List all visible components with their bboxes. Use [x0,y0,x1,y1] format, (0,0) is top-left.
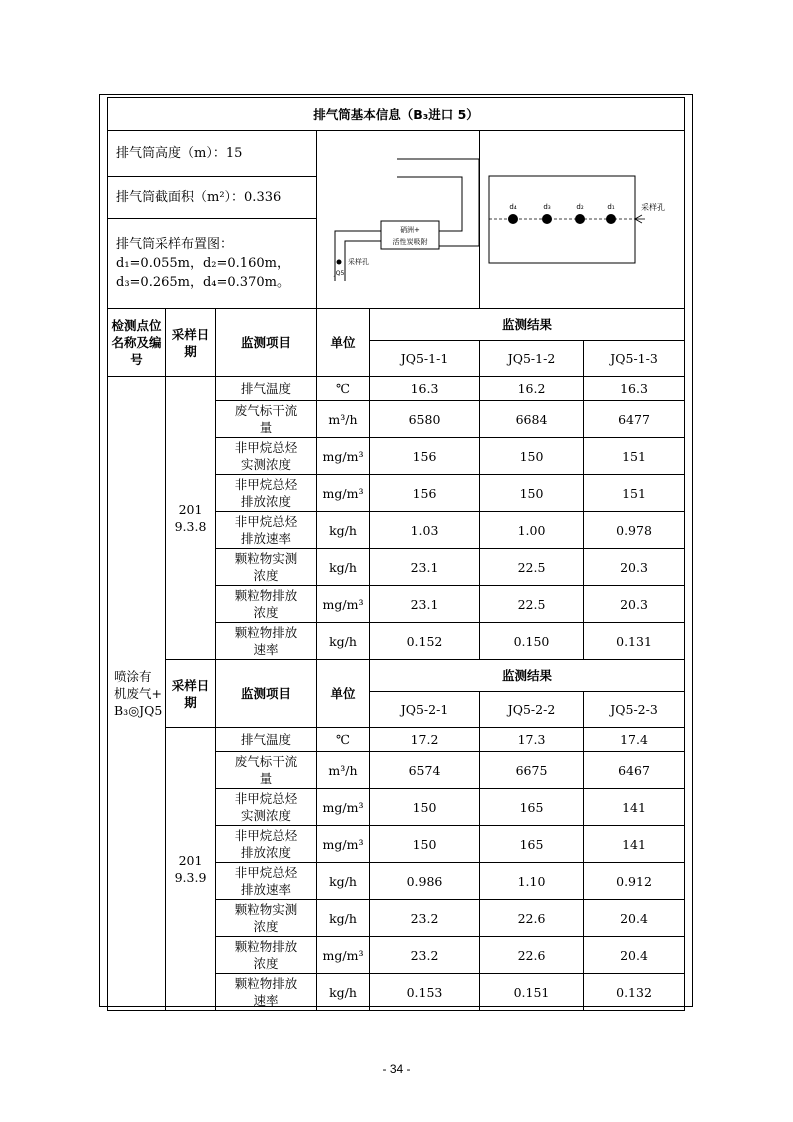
unit-cell: kg/h [317,623,370,660]
flow-diagram [317,131,480,309]
value-cell: 6467 [584,752,685,789]
sampling-point-marker [606,214,616,224]
sampling-point-marker [575,214,585,224]
monitor-item: 颗粒物排放速率 [216,974,317,1011]
value-cell: 0.150 [480,623,584,660]
layout-label: 排气筒采样布置图： [116,237,234,253]
value-cell: 6675 [480,752,584,789]
value-cell: 6580 [370,401,480,438]
value-cell: 23.2 [370,900,480,937]
value-cell: 17.4 [584,728,685,752]
value-cell: 0.978 [584,512,685,549]
sampling-point-marker [542,214,552,224]
value-cell: 16.2 [480,377,584,401]
box-label-2: 活性炭吸附 [392,238,428,246]
monitor-item: 颗粒物实测浓度 [216,900,317,937]
sample-id: JQ5-1-1 [370,341,480,377]
unit-cell: kg/h [317,512,370,549]
stack-height: 排气筒高度（m）：15 [108,131,317,177]
page-number: - 34 - [382,1062,411,1076]
monitor-item: 颗粒物排放浓度 [216,586,317,623]
sampling-point-label: d₄ [509,203,517,211]
value-cell: 1.03 [370,512,480,549]
unit-cell: mg/m³ [317,789,370,826]
sample-id: JQ5-1-2 [480,341,584,377]
value-cell: 20.4 [584,937,685,974]
header-date: 采样日期 [166,660,216,728]
sample-id: JQ5-2-1 [370,692,480,728]
table-row [108,728,685,752]
value-cell: 150 [480,438,584,475]
box-label-1: 硝洲+ [400,226,420,234]
value-cell: 20.4 [584,900,685,937]
value-cell: 150 [370,826,480,863]
stack-info-table [107,97,685,1011]
header-result: 监测结果 [370,660,685,692]
value-cell: 141 [584,826,685,863]
value-cell: 150 [480,475,584,512]
unit-cell: mg/m³ [317,475,370,512]
stack-id-label: JQ5 [334,270,345,277]
sample-id: JQ5-2-3 [584,692,685,728]
header-item: 监测项目 [216,309,317,377]
monitor-item: 排气温度 [216,377,317,401]
unit-cell: ℃ [317,728,370,752]
value-cell: 23.1 [370,549,480,586]
sample-id: JQ5-1-3 [584,341,685,377]
value-cell: 17.3 [480,728,584,752]
header-date: 采样日期 [166,309,216,377]
unit-cell: mg/m³ [317,826,370,863]
sampling-port-marker [337,260,342,265]
value-cell: 6684 [480,401,584,438]
monitor-item: 非甲烷总烃实测浓度 [216,789,317,826]
unit-cell: mg/m³ [317,438,370,475]
value-cell: 22.6 [480,937,584,974]
value-cell: 165 [480,789,584,826]
value-cell: 1.10 [480,863,584,900]
unit-cell: mg/m³ [317,937,370,974]
monitor-item: 非甲烷总烃实测浓度 [216,438,317,475]
unit-cell: m³/h [317,401,370,438]
sampling-diagram [480,131,685,309]
value-cell: 22.5 [480,586,584,623]
monitor-item: 废气标干流量 [216,401,317,438]
unit-cell: m³/h [317,752,370,789]
value-cell: 0.986 [370,863,480,900]
value-cell: 16.3 [370,377,480,401]
value-cell: 17.2 [370,728,480,752]
header-result: 监测结果 [370,309,685,341]
monitor-item: 颗粒物排放浓度 [216,937,317,974]
value-cell: 165 [480,826,584,863]
value-cell: 0.153 [370,974,480,1011]
sample-port-text: 采样孔 [641,203,665,212]
value-cell: 6574 [370,752,480,789]
monitor-item: 废气标干流量 [216,752,317,789]
value-cell: 0.151 [480,974,584,1011]
table-row [108,377,685,401]
sampling-point-label: d₃ [543,203,551,211]
monitor-item: 颗粒物排放速率 [216,623,317,660]
value-cell: 151 [584,475,685,512]
unit-cell: kg/h [317,549,370,586]
header-item: 监测项目 [216,660,317,728]
value-cell: 20.3 [584,549,685,586]
value-cell: 0.132 [584,974,685,1011]
value-cell: 1.00 [480,512,584,549]
value-cell: 23.2 [370,937,480,974]
value-cell: 22.6 [480,900,584,937]
monitor-item: 非甲烷总烃排放速率 [216,863,317,900]
table-title: 排气筒基本信息（B₃进口 5） [108,98,685,131]
value-cell: 6477 [584,401,685,438]
stack-layout-info [108,219,317,309]
sampling-point-label: d₂ [576,203,584,211]
header-unit: 单位 [317,660,370,728]
stack-area: 排气筒截面积（m²）：0.336 [108,177,317,219]
value-cell: 141 [584,789,685,826]
value-cell: 151 [584,438,685,475]
d-line-1: d₁=0.055m，d₂=0.160m， [116,256,290,272]
value-cell: 23.1 [370,586,480,623]
header-location: 检测点位名称及编号 [108,309,166,377]
sample-date: 2019.3.9 [166,728,216,1011]
monitor-item: 排气温度 [216,728,317,752]
monitor-item: 非甲烷总烃排放速率 [216,512,317,549]
sample-id: JQ5-2-2 [480,692,584,728]
value-cell: 156 [370,438,480,475]
unit-cell: kg/h [317,900,370,937]
monitor-item: 非甲烷总烃排放浓度 [216,475,317,512]
unit-cell: mg/m³ [317,586,370,623]
value-cell: 22.5 [480,549,584,586]
value-cell: 150 [370,789,480,826]
d-line-2: d₃=0.265m，d₄=0.370m。 [116,275,290,291]
unit-cell: kg/h [317,863,370,900]
sampling-point-marker [508,214,518,224]
monitor-item: 非甲烷总烃排放浓度 [216,826,317,863]
location-name: 喷涂有机废气+B₃◎JQ5 [108,377,166,1011]
value-cell: 0.912 [584,863,685,900]
value-cell: 0.152 [370,623,480,660]
sampling-port-label: 采样孔 [348,258,369,266]
value-cell: 156 [370,475,480,512]
header-unit: 单位 [317,309,370,377]
unit-cell: ℃ [317,377,370,401]
unit-cell: kg/h [317,974,370,1011]
monitor-item: 颗粒物实测浓度 [216,549,317,586]
value-cell: 16.3 [584,377,685,401]
sampling-point-label: d₁ [607,203,615,211]
value-cell: 20.3 [584,586,685,623]
value-cell: 0.131 [584,623,685,660]
sampling-diagram-svg [480,131,685,304]
sample-date: 2019.3.8 [166,377,216,660]
flow-diagram-svg [317,131,480,304]
